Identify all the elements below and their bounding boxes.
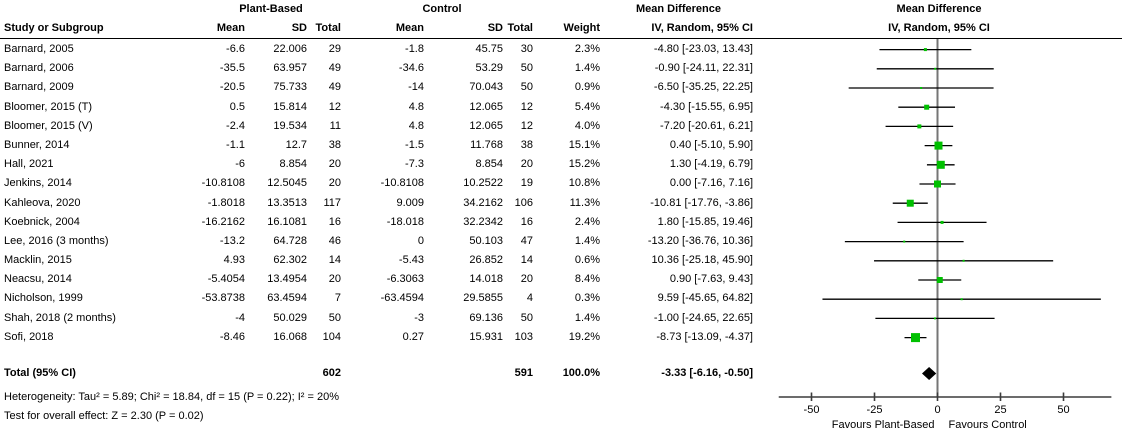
study-name: Hall, 2021 [4, 158, 54, 171]
heterogeneity-footnote: Heterogeneity: Tau² = 5.89; Chi² = 18.84, df = 15 (P = 0.22); I² = 20% [4, 391, 339, 403]
pb-sd: 19.534 [273, 119, 307, 132]
c-sd: 10.2522 [463, 177, 503, 190]
study-name: Kahleova, 2020 [4, 196, 81, 209]
pb-sd: 13.4954 [267, 273, 307, 286]
col-header-study: Study or Subgroup [4, 22, 104, 34]
c-mean: -18.018 [386, 215, 424, 228]
c-total: 20 [520, 273, 533, 286]
cell-spacer [346, 364, 425, 383]
table-row [0, 270, 1122, 289]
header-spacer [0, 0, 196, 19]
c-sd: 53.29 [475, 62, 503, 75]
plot-cell [756, 117, 1122, 136]
c-sd: 26.852 [469, 254, 503, 267]
pb-sd: 63.957 [273, 62, 307, 75]
pb-mean: -6.6 [226, 43, 245, 55]
study-name: Bunner, 2014 [4, 138, 70, 151]
c-sd: 70.043 [469, 81, 503, 94]
c-total: 16 [520, 215, 533, 228]
pb-total: 50 [328, 311, 341, 324]
study-name: Koebnick, 2004 [4, 215, 80, 228]
total-c-total: 591 [514, 367, 533, 379]
study-name: Barnard, 2009 [4, 81, 74, 94]
c-mean: -63.4594 [380, 292, 424, 305]
study-name: Lee, 2016 (3 months) [4, 234, 109, 247]
pb-sd: 22.006 [273, 43, 307, 55]
pb-mean: -10.8108 [201, 177, 245, 190]
pb-total: 49 [328, 62, 341, 75]
pb-total: 117 [323, 196, 341, 209]
pb-mean: -8.46 [219, 330, 245, 343]
weight: 10.8% [568, 177, 600, 190]
pb-mean: -1.1 [226, 138, 245, 151]
pb-total: 20 [328, 273, 341, 286]
table-row [0, 309, 1122, 328]
c-mean: -5.43 [398, 254, 424, 267]
c-total: 106 [514, 196, 533, 209]
plot-cell [756, 174, 1122, 193]
c-mean: 4.8 [408, 119, 424, 132]
plot-cell [756, 136, 1122, 155]
weight: 2.3% [574, 43, 600, 55]
table-row [0, 289, 1122, 308]
table-row [0, 328, 1122, 347]
c-mean: 4.8 [408, 100, 424, 113]
c-mean: -14 [408, 81, 424, 94]
study-name: Jenkins, 2014 [4, 177, 72, 190]
total-label: Total (95% CI) [4, 367, 76, 379]
weight: 15.1% [568, 138, 600, 151]
pb-total: 46 [328, 234, 341, 247]
md-ci-text: -8.73 [-13.09, -4.37] [656, 330, 753, 343]
pb-sd: 16.068 [273, 330, 307, 343]
pb-sd: 13.3513 [267, 196, 307, 209]
study-name: Macklin, 2015 [4, 254, 72, 267]
weight: 15.2% [568, 158, 600, 171]
md-ci-text: 0.00 [-7.16, 7.16] [669, 177, 753, 190]
table-row [0, 117, 1122, 136]
c-total: 4 [526, 292, 533, 305]
pb-total: 7 [334, 292, 341, 305]
md-ci-text: 0.40 [-5.10, 5.90] [669, 138, 753, 151]
pb-mean: -16.2162 [201, 215, 245, 228]
pb-sd: 75.733 [273, 81, 307, 94]
col-header-pb-total: Total [315, 22, 341, 34]
weight: 1.4% [574, 311, 600, 324]
study-name: Barnard, 2005 [4, 43, 74, 55]
c-total: 47 [520, 234, 533, 247]
weight: 0.9% [574, 81, 600, 94]
plot-cell [756, 328, 1122, 347]
c-total: 38 [520, 138, 533, 151]
c-sd: 34.2162 [463, 196, 503, 209]
c-sd: 14.018 [469, 273, 503, 286]
pb-total: 104 [322, 330, 341, 343]
c-mean: 0.27 [402, 330, 424, 343]
c-sd: 12.065 [469, 100, 503, 113]
total-weight: 100.0% [562, 367, 600, 379]
md-ci-text: 10.36 [-25.18, 45.90] [651, 254, 753, 267]
c-sd: 32.2342 [463, 215, 503, 228]
pb-mean: -20.5 [219, 81, 245, 94]
table-row [0, 174, 1122, 193]
pb-mean: 4.93 [223, 254, 245, 267]
x-tick-label: 0 [934, 404, 941, 416]
plot-cell [756, 40, 1122, 59]
weight: 0.3% [574, 292, 600, 305]
plot-cell [756, 155, 1122, 174]
c-sd: 8.854 [475, 158, 503, 171]
c-mean: -10.8108 [380, 177, 424, 190]
table-row [0, 232, 1122, 251]
pb-mean: -5.4054 [207, 273, 245, 286]
col-header-c-total: Total [507, 22, 533, 34]
study-name: Bloomer, 2015 (V) [4, 119, 93, 132]
group-header-control: Control [422, 3, 462, 15]
cell-spacer [425, 364, 504, 383]
md-column-group-header: Mean Difference [636, 3, 721, 15]
c-sd: 50.103 [469, 234, 503, 247]
table-row [0, 155, 1122, 174]
table-row [0, 98, 1122, 117]
table-row [0, 194, 1122, 213]
plot-group-header: Mean Difference [896, 3, 982, 15]
c-mean: -34.6 [398, 62, 424, 75]
pb-sd: 63.4594 [267, 292, 307, 305]
c-total: 50 [520, 311, 533, 324]
pb-total: 29 [328, 43, 341, 55]
c-mean: -7.3 [405, 158, 424, 171]
header-columns-row [0, 19, 1122, 38]
pb-total: 14 [328, 254, 341, 267]
weight: 1.4% [574, 234, 600, 247]
study-name: Nicholson, 1999 [4, 292, 83, 305]
pb-total: 20 [328, 177, 341, 190]
plot-cell [756, 251, 1122, 270]
col-header-pb-sd: SD [291, 22, 307, 34]
c-sd: 69.136 [469, 311, 503, 324]
pb-total: 49 [328, 81, 341, 94]
c-sd: 29.5855 [463, 292, 503, 305]
weight: 19.2% [568, 330, 600, 343]
table-row [0, 213, 1122, 232]
col-header-pb-mean: Mean [216, 22, 245, 34]
pb-total: 11 [329, 119, 341, 132]
x-tick-label: 50 [1057, 404, 1070, 416]
total-pb-total: 602 [322, 367, 341, 379]
pb-sd: 50.029 [273, 311, 307, 324]
plot-cell [756, 289, 1122, 308]
md-ci-text: -1.00 [-24.65, 22.65] [653, 311, 753, 324]
plot-cell [756, 194, 1122, 213]
c-total: 12 [520, 119, 533, 132]
study-name: Barnard, 2006 [4, 62, 74, 75]
plot-cell [756, 98, 1122, 117]
table-row [0, 40, 1122, 59]
table-header [0, 0, 1122, 39]
pb-mean: -6 [235, 158, 245, 171]
md-ci-text: -7.20 [-20.61, 6.21] [660, 119, 753, 132]
plot-cell [756, 270, 1122, 289]
study-name: Shah, 2018 (2 months) [4, 311, 116, 324]
weight: 1.4% [574, 62, 600, 75]
c-mean: -6.3063 [386, 273, 424, 286]
c-total: 20 [520, 158, 533, 171]
c-total: 19 [520, 177, 533, 190]
c-sd: 45.75 [475, 43, 503, 55]
study-name: Sofi, 2018 [4, 330, 54, 343]
c-mean: -1.8 [405, 43, 424, 55]
total-md-ci: -3.33 [-6.16, -0.50] [661, 367, 753, 379]
pb-sd: 64.728 [273, 234, 307, 247]
col-header-c-mean: Mean [395, 22, 424, 34]
weight: 11.3% [569, 196, 600, 209]
table-row [0, 78, 1122, 97]
plot-cell [756, 78, 1122, 97]
favours-right-label: Favours Control [948, 419, 1027, 431]
weight: 2.4% [574, 215, 600, 228]
overall-effect-footnote: Test for overall effect: Z = 2.30 (P = 0.02) [4, 410, 204, 422]
table-row [0, 59, 1122, 78]
md-ci-text: -10.81 [-17.76, -3.86] [650, 196, 753, 209]
md-ci-text: -13.20 [-36.76, 10.36] [647, 234, 753, 247]
pb-total: 12 [328, 100, 341, 113]
pb-mean: -4 [235, 311, 245, 324]
c-mean: -1.5 [405, 138, 424, 151]
group-header-plant-based: Plant-Based [239, 3, 303, 15]
favours-left-label: Favours Plant-Based [831, 419, 935, 431]
plot-header-method: IV, Random, 95% CI [888, 22, 990, 34]
md-ci-text: 1.30 [-4.19, 6.79] [669, 158, 753, 171]
col-header-weight: Weight [563, 22, 600, 34]
c-total: 12 [520, 100, 533, 113]
x-tick-label: 25 [994, 404, 1007, 416]
pb-total: 38 [328, 138, 341, 151]
cell-spacer [756, 364, 1122, 383]
c-sd: 12.065 [469, 119, 503, 132]
pb-sd: 16.1081 [267, 215, 307, 228]
pb-mean: -35.5 [219, 62, 245, 75]
plot-cell [756, 309, 1122, 328]
pb-sd: 15.814 [273, 100, 307, 113]
c-mean: -3 [414, 311, 424, 324]
md-ci-text: -4.30 [-15.55, 6.95] [660, 100, 753, 113]
x-tick-label: -25 [866, 404, 883, 416]
study-name: Neacsu, 2014 [4, 273, 72, 286]
header-spacer [538, 0, 601, 19]
pb-total: 20 [328, 158, 341, 171]
md-ci-text: -6.50 [-35.25, 22.25] [653, 81, 753, 94]
pb-sd: 62.302 [273, 254, 307, 267]
c-total: 50 [520, 62, 533, 75]
col-header-c-sd: SD [487, 22, 503, 34]
c-total: 103 [514, 330, 533, 343]
md-ci-text: -0.90 [-24.11, 22.31] [654, 62, 753, 75]
weight: 8.4% [574, 273, 600, 286]
pb-sd: 12.7 [285, 138, 307, 151]
weight: 0.6% [574, 254, 600, 267]
pb-total: 16 [328, 215, 341, 228]
c-sd: 15.931 [469, 330, 503, 343]
md-ci-text: 1.80 [-15.85, 19.46] [657, 215, 753, 228]
plot-cell [756, 232, 1122, 251]
pb-mean: -2.4 [226, 119, 245, 132]
pb-mean: -53.8738 [201, 292, 245, 305]
x-tick-label: -50 [803, 404, 820, 416]
plot-cell [756, 59, 1122, 78]
c-total: 14 [520, 254, 533, 267]
plot-cell [756, 213, 1122, 232]
c-mean: 0 [417, 234, 424, 247]
c-mean: 9.009 [396, 196, 424, 209]
total-row [0, 364, 1122, 383]
cell-spacer [246, 364, 308, 383]
header-group-row [0, 0, 1122, 19]
pb-mean: -13.2 [219, 234, 245, 247]
table-row [0, 251, 1122, 270]
pb-mean: -1.8018 [207, 196, 245, 209]
c-sd: 11.768 [470, 138, 503, 151]
md-ci-text: 0.90 [-7.63, 9.43] [669, 273, 753, 286]
pb-sd: 8.854 [279, 158, 307, 171]
c-total: 50 [520, 81, 533, 94]
weight: 5.4% [574, 100, 600, 113]
c-total: 30 [520, 43, 533, 55]
pb-mean: 0.5 [229, 100, 245, 113]
weight: 4.0% [574, 119, 600, 132]
md-ci-text: 9.59 [-45.65, 64.82] [657, 292, 753, 305]
md-ci-text: -4.80 [-23.03, 13.43] [653, 43, 753, 55]
study-name: Bloomer, 2015 (T) [4, 100, 93, 113]
cell-spacer [196, 364, 246, 383]
study-rows [0, 40, 1122, 347]
col-header-md-ci: IV, Random, 95% CI [651, 22, 753, 34]
table-row [0, 136, 1122, 155]
pb-sd: 12.5045 [267, 177, 307, 190]
